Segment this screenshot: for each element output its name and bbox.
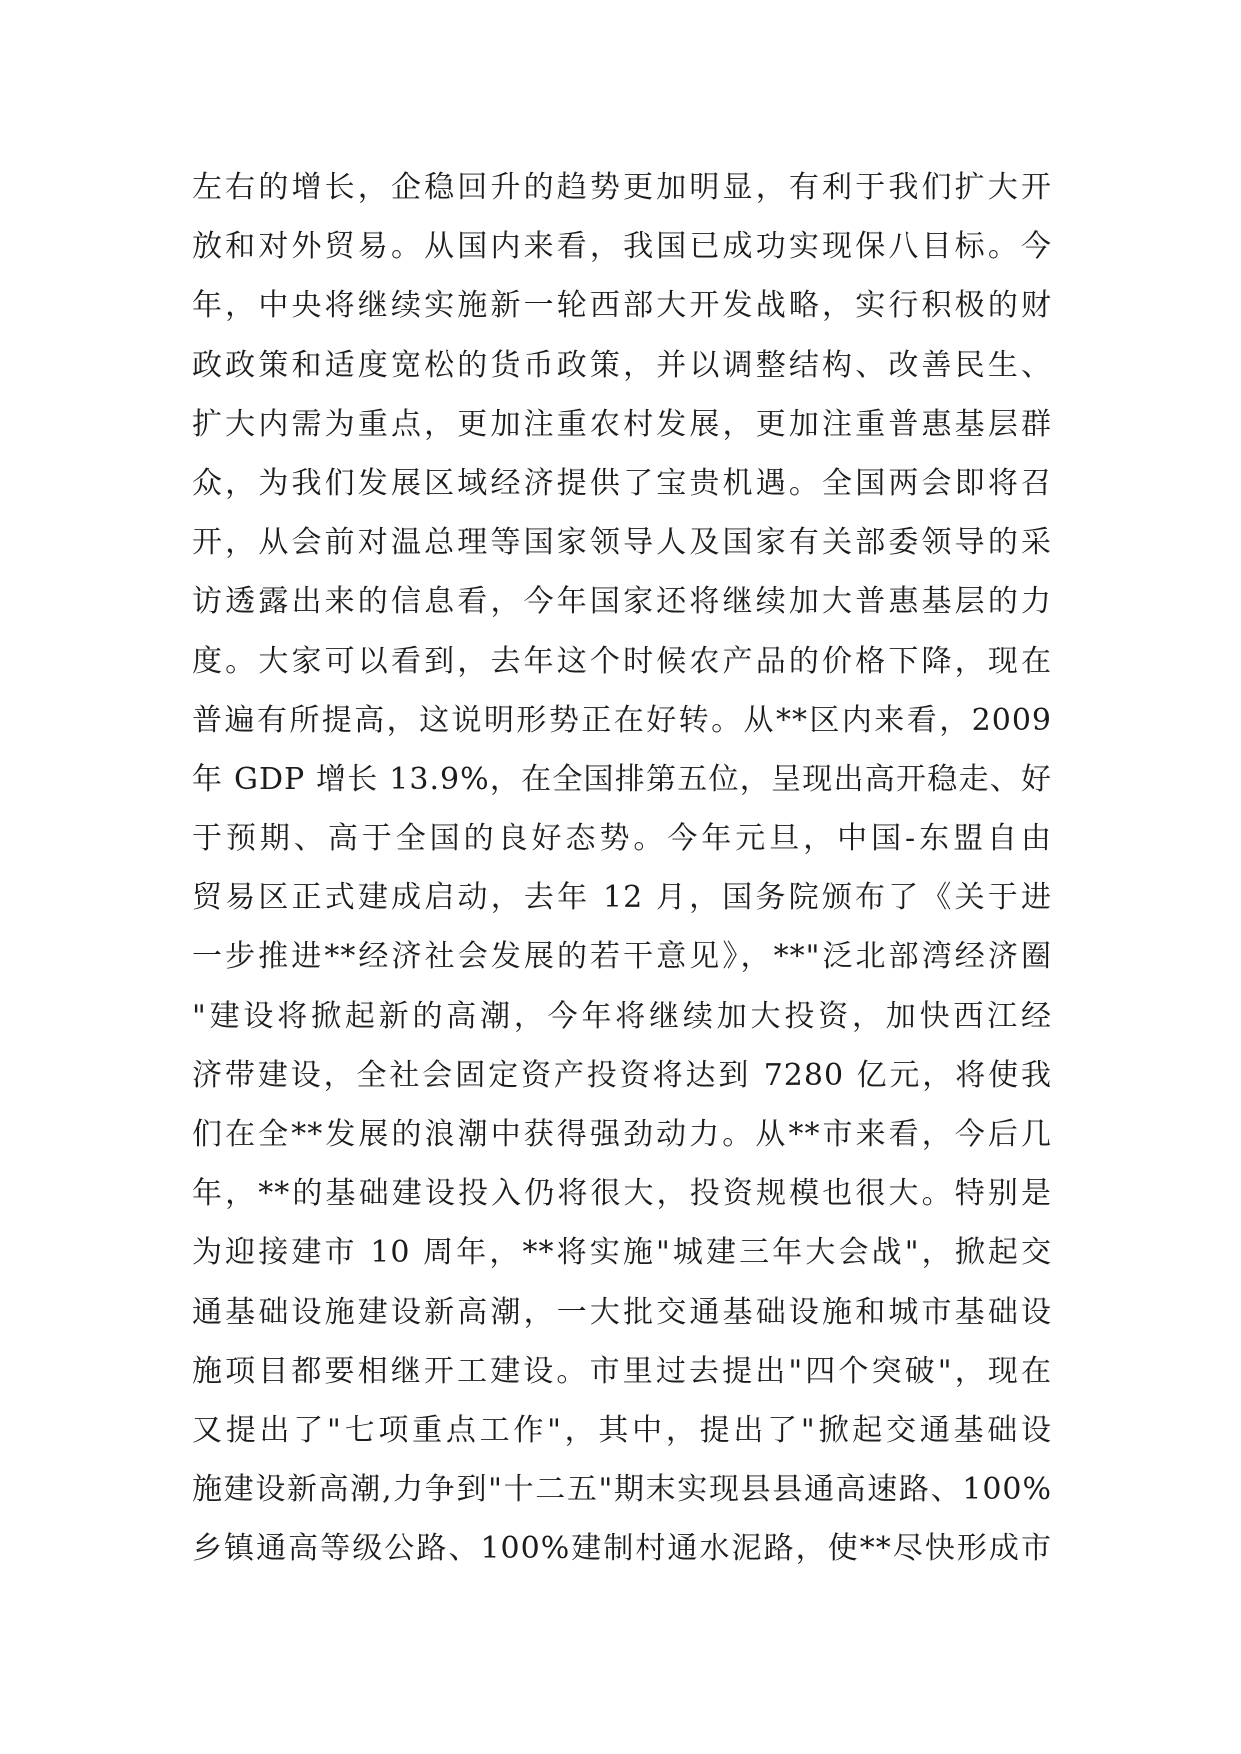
text-line: 年，**的基础建设投入仍将很大，投资规模也很大。特别是 [192, 1176, 1052, 1212]
text-line: 贸易区正式建成启动，去年 12 月，国务院颁布了《关于进 [192, 880, 1052, 916]
text-line: 政政策和适度宽松的货币政策，并以调整结构、改善民生、 [192, 347, 1052, 383]
text-line: 通基础设施建设新高潮，一大批交通基础设施和城市基础设 [192, 1294, 1052, 1330]
text-line: 乡镇通高等级公路、100%建制村通水泥路，使**尽快形成市 [192, 1531, 1052, 1567]
text-line: 左右的增长，企稳回升的趋势更加明显，有利于我们扩大开 [192, 170, 1052, 205]
text-line: 于预期、高于全国的良好态势。今年元旦，中国-东盟自由 [192, 821, 1052, 857]
text-line: 年，中央将继续实施新一轮西部大开发战略，实行积极的财 [192, 288, 1052, 324]
text-line: 们在全**发展的浪潮中获得强劲动力。从**市来看，今后几 [192, 1117, 1052, 1152]
text-line: 度。大家可以看到，去年这个时候农产品的价格下降，现在 [192, 643, 1052, 679]
text-line: 放和对外贸易。从国内来看，我国已成功实现保八目标。今 [192, 229, 1052, 265]
text-line: 一步推进**经济社会发展的若干意见》，**"泛北部湾经济圈 [192, 939, 1052, 975]
text-line: 普遍有所提高，这说明形势正在好转。从**区内来看，2009 [192, 702, 1052, 738]
text-line: 访透露出来的信息看，今年国家还将继续加大普惠基层的力 [192, 584, 1052, 620]
text-line: 扩大内需为重点，更加注重农村发展，更加注重普惠基层群 [192, 406, 1052, 442]
text-line: 开，从会前对温总理等国家领导人及国家有关部委领导的采 [192, 525, 1052, 561]
text-line: 济带建设，全社会固定资产投资将达到 7280 亿元，将使我 [192, 1057, 1052, 1093]
text-line: 年 GDP 增长 13.9%，在全国排第五位，呈现出高开稳走、好 [192, 761, 1052, 797]
text-line: 施建设新高潮,力争到"十二五"期末实现县县通高速路、100% [192, 1472, 1052, 1508]
text-line: 又提出了"七项重点工作"，其中，提出了"掀起交通基础设 [192, 1412, 1052, 1448]
text-line: 为迎接建市 10 周年，**将实施"城建三年大会战"，掀起交 [192, 1235, 1052, 1271]
body-text [192, 158, 1052, 1579]
text-line: 众，为我们发展区域经济提供了宝贵机遇。全国两会即将召 [192, 465, 1052, 501]
text-line: 施项目都要相继开工建设。市里过去提出"四个突破"，现在 [192, 1353, 1052, 1389]
text-line: "建设将掀起新的高潮，今年将继续加大投资，加快西江经 [192, 998, 1052, 1034]
